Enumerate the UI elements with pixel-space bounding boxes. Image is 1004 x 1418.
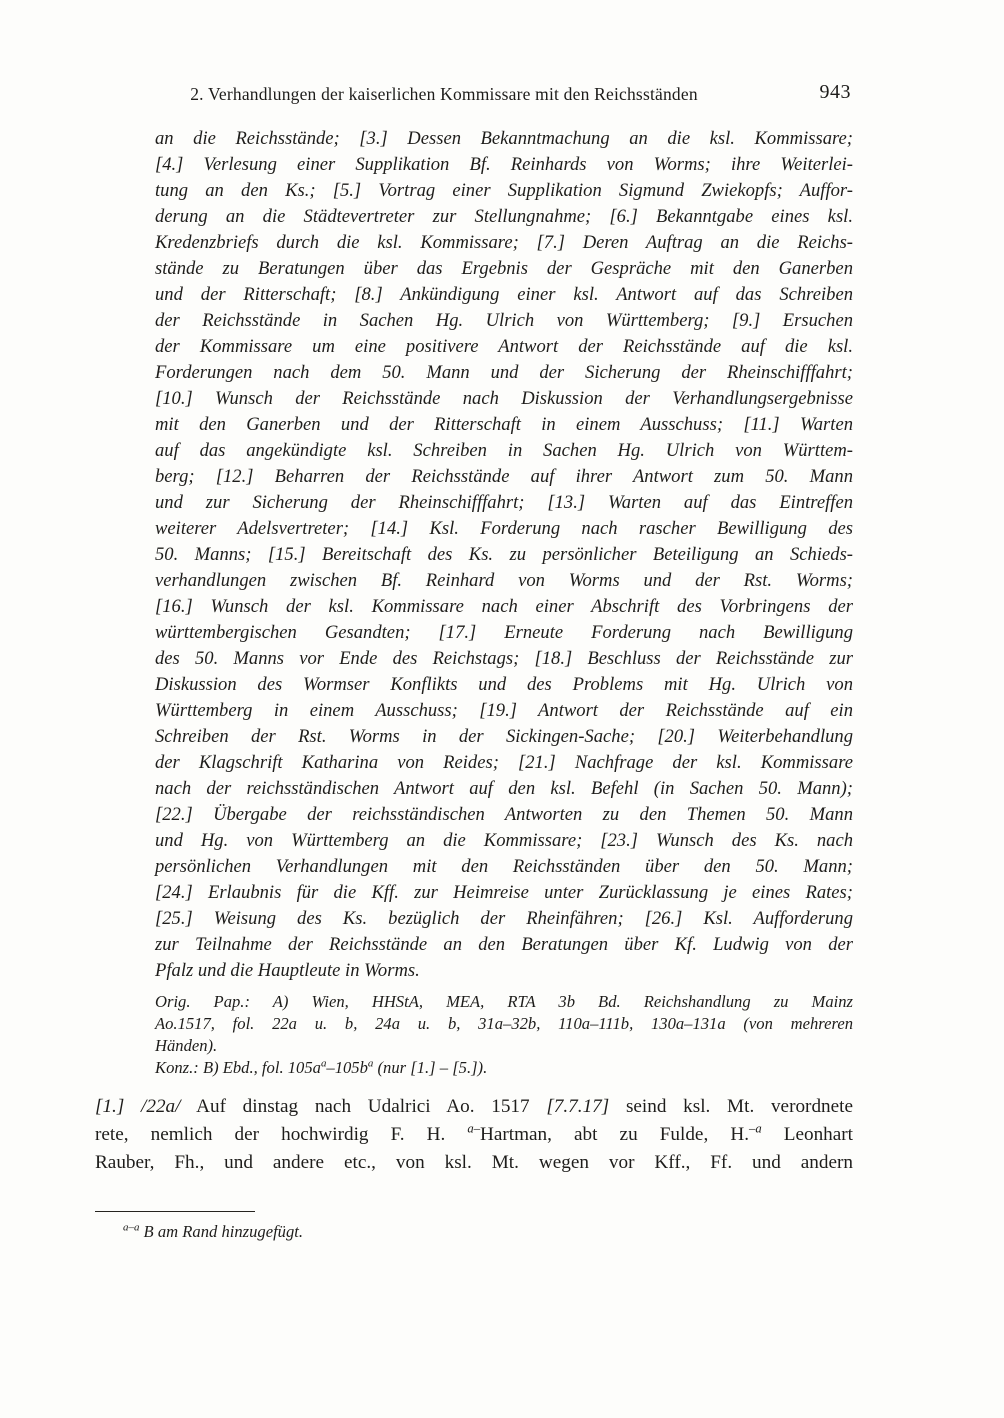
text-segment: –a xyxy=(749,1121,762,1136)
text-segment: B am Rand hinzugefügt. xyxy=(139,1222,304,1241)
page-number: 943 xyxy=(819,81,851,103)
text-line xyxy=(155,1057,853,1079)
summary-paragraph xyxy=(155,126,853,984)
text-segment: Rauber, Fh., und andere etc., von ksl. Mt. wegen vor Kff., Ff. und andern xyxy=(95,1152,853,1173)
text-line: tung an den Ks.; [5.] Vortrag einer Supplikation Sigmund Zwiekopfs; Auffor- xyxy=(155,180,853,201)
body-paragraph xyxy=(95,1093,853,1177)
text-line: Diskussion des Wormser Konflikts und des Problems mit Hg. Ulrich von xyxy=(155,674,853,695)
text-line: mit den Ganerben und der Ritterschaft in einem Ausschuss; [11.] Warten xyxy=(155,414,853,435)
source-note-orig xyxy=(155,991,853,1057)
text-line: [22.] Übergabe der reichsständischen Antworten zu den Themen 50. Mann xyxy=(155,804,853,825)
text-line: Schreiben der Rst. Worms in der Sickingen-Sache; [20.] Weiterbehandlung xyxy=(155,726,853,747)
footnote xyxy=(95,1221,853,1243)
text-line: der Reichsstände in Sachen Hg. Ulrich von Württemberg; [9.] Ersuchen xyxy=(155,310,853,331)
source-note-konz xyxy=(155,1057,853,1079)
source-notes xyxy=(155,991,853,1079)
text-line: 50. Manns; [15.] Bereitschaft des Ks. zu persönlicher Beteiligung an Schieds- xyxy=(155,544,853,565)
text-line: stände zu Beratungen über das Ergebnis der Gespräche mit den Ganerben xyxy=(155,258,853,279)
text-segment: a xyxy=(367,1057,374,1070)
text-line: [25.] Weisung des Ks. bezüglich der Rheinfähren; [26.] Ksl. Aufforderung xyxy=(155,908,853,929)
text-line: Forderungen nach dem 50. Mann und der Sicherung der Rheinschifffahrt; xyxy=(155,362,853,383)
text-segment: Hartman, abt zu Fulde, H. xyxy=(480,1124,749,1145)
text-segment: Leonhart xyxy=(761,1124,853,1145)
text-line: der Kommissare um eine positivere Antwort der Reichsstände auf die ksl. xyxy=(155,336,853,357)
text-line xyxy=(95,1093,853,1121)
text-line: Pfalz und die Hauptleute in Worms. xyxy=(155,960,420,981)
text-line: des 50. Manns vor Ende des Reichstags; [18.] Beschluss der Reichsstände zur xyxy=(155,648,853,669)
footnote-separator-rule xyxy=(95,1211,255,1212)
text-line: an die Reichsstände; [3.] Dessen Bekanntmachung an die ksl. Kommissare; xyxy=(155,128,853,149)
text-line: Händen). xyxy=(155,1036,218,1055)
text-line: derung an die Städtevertreter zur Stellungnahme; [6.] Bekanntgabe eines ksl. xyxy=(155,206,853,227)
text-segment: Auf dinstag nach Udalrici Ao. 1517 xyxy=(180,1096,547,1117)
text-segment: a– xyxy=(467,1121,481,1136)
text-line: auf das angekündigte ksl. Schreiben in Sachen Hg. Ulrich von Württem- xyxy=(155,440,853,461)
text-segment: [1.] /22a/ xyxy=(95,1096,181,1117)
text-line: [16.] Wunsch der ksl. Kommissare nach einer Abschrift des Vorbringens der xyxy=(155,596,853,617)
text-segment: Konz.: B) Ebd., fol. 105a xyxy=(155,1058,321,1077)
text-line: [4.] Verlesung einer Supplikation Bf. Reinhards von Worms; ihre Weiterlei- xyxy=(155,154,853,175)
text-block xyxy=(95,81,853,1243)
text-segment: seind ksl. Mt. verordnete xyxy=(609,1096,853,1117)
text-line: persönlichen Verhandlungen mit den Reichsständen über den 50. Mann; xyxy=(155,856,853,877)
text-line: der Klagschrift Katharina von Reides; [21.] Nachfrage der ksl. Kommissare xyxy=(155,752,853,773)
text-line: württembergischen Gesandten; [17.] Erneute Forderung nach Bewilligung xyxy=(155,622,853,643)
running-header xyxy=(95,81,853,110)
text-line: [24.] Erlaubnis für die Kff. zur Heimreise unter Zurücklassung je eines Rates; xyxy=(155,882,853,903)
text-line: Orig. Pap.: A) Wien, HHStA, MEA, RTA 3b Bd. Reichshandlung zu Mainz xyxy=(155,992,853,1011)
text-line: zur Teilnahme der Reichsstände an den Beratungen über Kf. Ludwig von der xyxy=(155,934,853,955)
text-line: [10.] Wunsch der Reichsstände nach Diskussion der Verhandlungsergebnisse xyxy=(155,388,853,409)
text-line: Ao.1517, fol. 22a u. b, 24a u. b, 31a–32b, 110a–111b, 130a–131a (von mehreren xyxy=(155,1014,853,1033)
text-line: verhandlungen zwischen Bf. Reinhard von Worms und der Rst. Worms; xyxy=(155,570,853,591)
text-line: und der Ritterschaft; [8.] Ankündigung einer ksl. Antwort auf das Schreiben xyxy=(155,284,853,305)
text-line xyxy=(95,1121,853,1149)
text-line: Württemberg in einem Ausschuss; [19.] Antwort der Reichsstände auf ein xyxy=(155,700,853,721)
text-line: und Hg. von Württemberg an die Kommissare; [23.] Wunsch des Ks. nach xyxy=(155,830,853,851)
text-line: und zur Sicherung der Rheinschifffahrt; [13.] Warten auf das Eintreffen xyxy=(155,492,853,513)
text-line: Kredenzbriefs durch die ksl. Kommissare; [7.] Deren Auftrag an die Reichs- xyxy=(155,232,853,253)
text-segment: a xyxy=(320,1057,327,1070)
running-header-title: 2. Verhandlungen der kaiserlichen Kommissare mit den Reichsständen xyxy=(190,84,698,104)
text-segment: rete, nemlich der hochwirdig F. H. xyxy=(95,1124,468,1145)
text-line xyxy=(95,1149,853,1177)
text-line: nach der reichsständischen Antwort auf den ksl. Befehl (in Sachen 50. Mann); xyxy=(155,778,853,799)
text-line: weiterer Adelsvertreter; [14.] Ksl. Forderung nach rascher Bewilligung des xyxy=(155,518,853,539)
text-segment: –105b xyxy=(326,1058,368,1077)
text-segment: a–a xyxy=(123,1221,140,1234)
text-line: berg; [12.] Beharren der Reichsstände auf ihrer Antwort zum 50. Mann xyxy=(155,466,853,487)
text-segment: [7.7.17] xyxy=(546,1096,610,1117)
text-segment: (nur [1.] – [5.]). xyxy=(373,1058,488,1077)
